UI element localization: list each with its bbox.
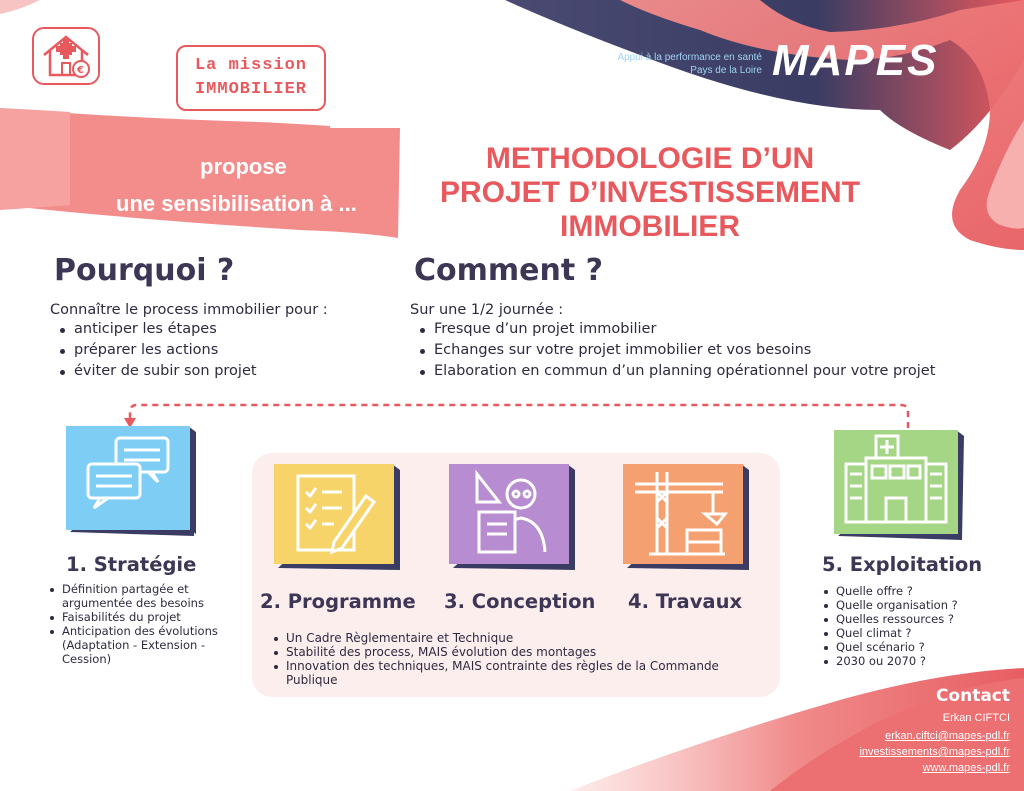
list-item: Anticipation des évolutions (Adaptation - Extension - Cession) xyxy=(48,624,218,666)
list-item: Fresque d’un projet immobilier xyxy=(410,319,1010,340)
list-item: Stabilité des process, MAIS évolution des montages xyxy=(272,645,772,659)
list-item: Quelle offre ? xyxy=(822,584,1002,598)
title-line3: IMMOBILIER xyxy=(560,210,740,243)
svg-text:€: € xyxy=(77,65,84,76)
conception-card xyxy=(447,462,579,572)
programme-card xyxy=(272,462,404,572)
list-item: 2030 ou 2070 ? xyxy=(822,654,1002,668)
pourquoi-heading: Pourquoi ? xyxy=(54,253,235,288)
list-item: anticiper les étapes xyxy=(50,319,257,340)
list-item: Quel climat ? xyxy=(822,626,1002,640)
strategie-list xyxy=(48,582,218,666)
middle-phases-list xyxy=(272,631,772,687)
exploitation-list xyxy=(822,584,1002,668)
list-item: Faisabilités du projet xyxy=(48,610,218,624)
contact-title: Contact xyxy=(935,686,1010,706)
propose-line1: propose xyxy=(200,154,287,179)
contact-name: Erkan CIFTCI xyxy=(942,712,1010,724)
strategie-card xyxy=(64,422,200,540)
list-item: éviter de subir son projet xyxy=(50,361,257,382)
conception-title: 3. Conception xyxy=(444,590,596,613)
travaux-title: 4. Travaux xyxy=(628,590,743,613)
list-item: préparer les actions xyxy=(50,340,257,361)
contact-email-link[interactable]: erkan.ciftci@mapes-pdl.fr xyxy=(885,730,1010,742)
list-item: Echanges sur votre projet immobilier et vos besoins xyxy=(410,340,1010,361)
brand-tagline-line2: Pays de la Loire xyxy=(690,65,762,76)
pourquoi-lead: Connaître le process immobilier pour : xyxy=(50,302,328,318)
strategie-title: 1. Stratégie xyxy=(66,553,197,576)
mission-line2: IMMOBILIER xyxy=(194,80,308,99)
exploitation-title: 5. Exploitation xyxy=(822,553,983,576)
list-item: Elaboration en commun d’un planning opérationnel pour votre projet xyxy=(410,361,1010,382)
list-item: Quelles ressources ? xyxy=(822,612,1002,626)
list-item: Quelle organisation ? xyxy=(822,598,1002,612)
travaux-card xyxy=(621,462,753,572)
list-item: Quel scénario ? xyxy=(822,640,1002,654)
list-item: Définition partagée et argumentée des besoins xyxy=(48,582,218,610)
mission-line1: La mission xyxy=(194,56,308,75)
comment-lead: Sur une 1/2 journée : xyxy=(410,302,564,318)
brand-logo: MAPES xyxy=(772,36,939,85)
title-line1: METHODOLOGIE D’UN xyxy=(485,142,815,175)
list-item: Un Cadre Règlementaire et Technique xyxy=(272,631,772,645)
programme-title: 2. Programme xyxy=(260,590,416,613)
contact-investments-email-link[interactable]: investissements@mapes-pdl.fr xyxy=(859,746,1010,758)
exploitation-card xyxy=(832,426,968,544)
list-item: Innovation des techniques, MAIS contrainte des règles de la Commande Publique xyxy=(272,659,772,687)
title-line2: PROJET D’INVESTISSEMENT xyxy=(439,176,861,209)
comment-heading: Comment ? xyxy=(414,253,604,288)
contact-website-link[interactable]: www.mapes-pdl.fr xyxy=(922,762,1010,774)
propose-line2: une sensibilisation à ... xyxy=(116,191,357,216)
brand-tagline-line1: Appui à la performance en santé xyxy=(617,52,762,63)
